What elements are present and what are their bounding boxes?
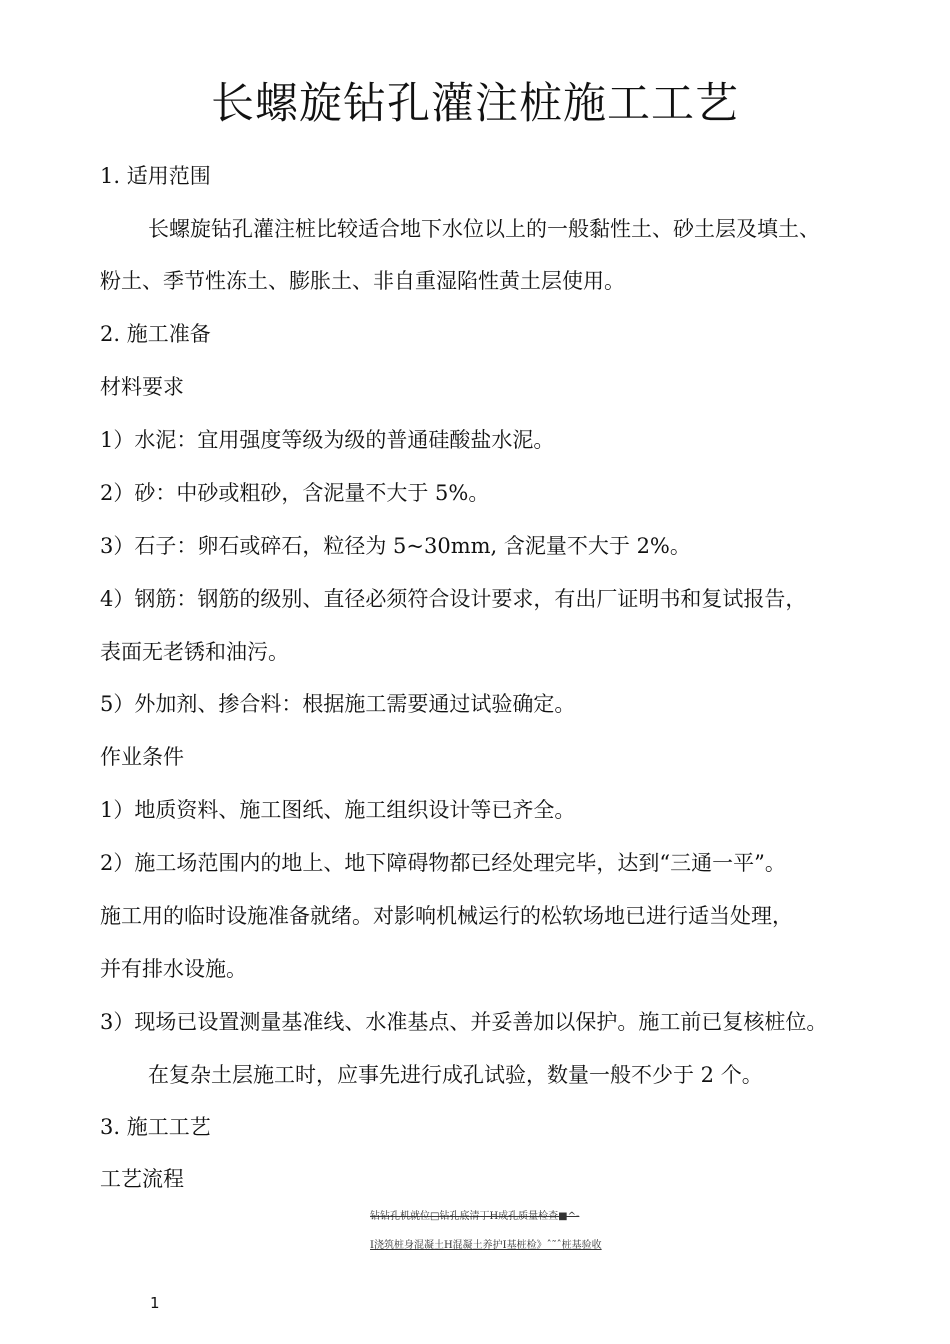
section-heading-process: 3. 施工工艺 <box>100 1115 211 1139</box>
list-item: 1）地质资料、施工图纸、施工组织设计等已齐全。 <box>100 798 576 822</box>
process-flow-line: 钻钻孔机就位□钻孔底清丁H成孔质量检查■^- <box>370 1211 580 1222</box>
list-item: 2）施工场范围内的地上、地下障碍物都已经处理完毕，达到“三通一平”。 <box>100 851 786 875</box>
paragraph-line: 并有排水设施。 <box>100 957 247 981</box>
paragraph-line: 粉土、季节性冻土、膨胀土、非自重湿陷性黄土层使用。 <box>100 269 625 293</box>
paragraph-line: 施工用的临时设施准备就绪。对影响机械运行的松软场地已进行适当处理， <box>100 904 793 928</box>
section-heading-preparation: 2. 施工准备 <box>100 322 211 346</box>
list-item: 3）石子：卵石或碎石，粒径为 5~30mm, 含泥量不大于 2%。 <box>100 534 691 558</box>
list-item: 2）砂：中砂或粗砂，含泥量不大于 5%。 <box>100 481 490 505</box>
page-number: 1 <box>150 1294 160 1312</box>
process-flow-line: I浇筑桩身混凝土H混凝土养护I基桩检》ˆ˜ˆ桩基验收 <box>370 1240 602 1251</box>
list-item: 4）钢筋：钢筋的级别、直径必须符合设计要求，有出厂证明书和复试报告， <box>100 587 807 611</box>
paragraph-line: 长螺旋钻孔灌注桩比较适合地下水位以上的一般黏性土、砂土层及填土、 <box>148 217 820 241</box>
document-title: 长螺旋钻孔灌注桩施工工艺 <box>211 79 739 129</box>
section-heading-scope: 1. 适用范围 <box>100 164 211 188</box>
list-item: 1）水泥：宜用强度等级为级的普通硅酸盐水泥。 <box>100 428 555 452</box>
list-item: 5）外加剂、掺合料：根据施工需要通过试验确定。 <box>100 692 576 716</box>
list-item: 3）现场已设置测量基准线、水准基点、并妥善加以保护。施工前已复核桩位。 <box>100 1010 828 1034</box>
subheading-materials: 材料要求 <box>100 375 184 399</box>
subheading-flow: 工艺流程 <box>100 1167 184 1191</box>
paragraph-line: 在复杂土层施工时，应事先进行成孔试验，数量一般不少于 2 个。 <box>148 1063 763 1087</box>
paragraph-line: 表面无老锈和油污。 <box>100 640 289 664</box>
subheading-conditions: 作业条件 <box>100 745 184 769</box>
